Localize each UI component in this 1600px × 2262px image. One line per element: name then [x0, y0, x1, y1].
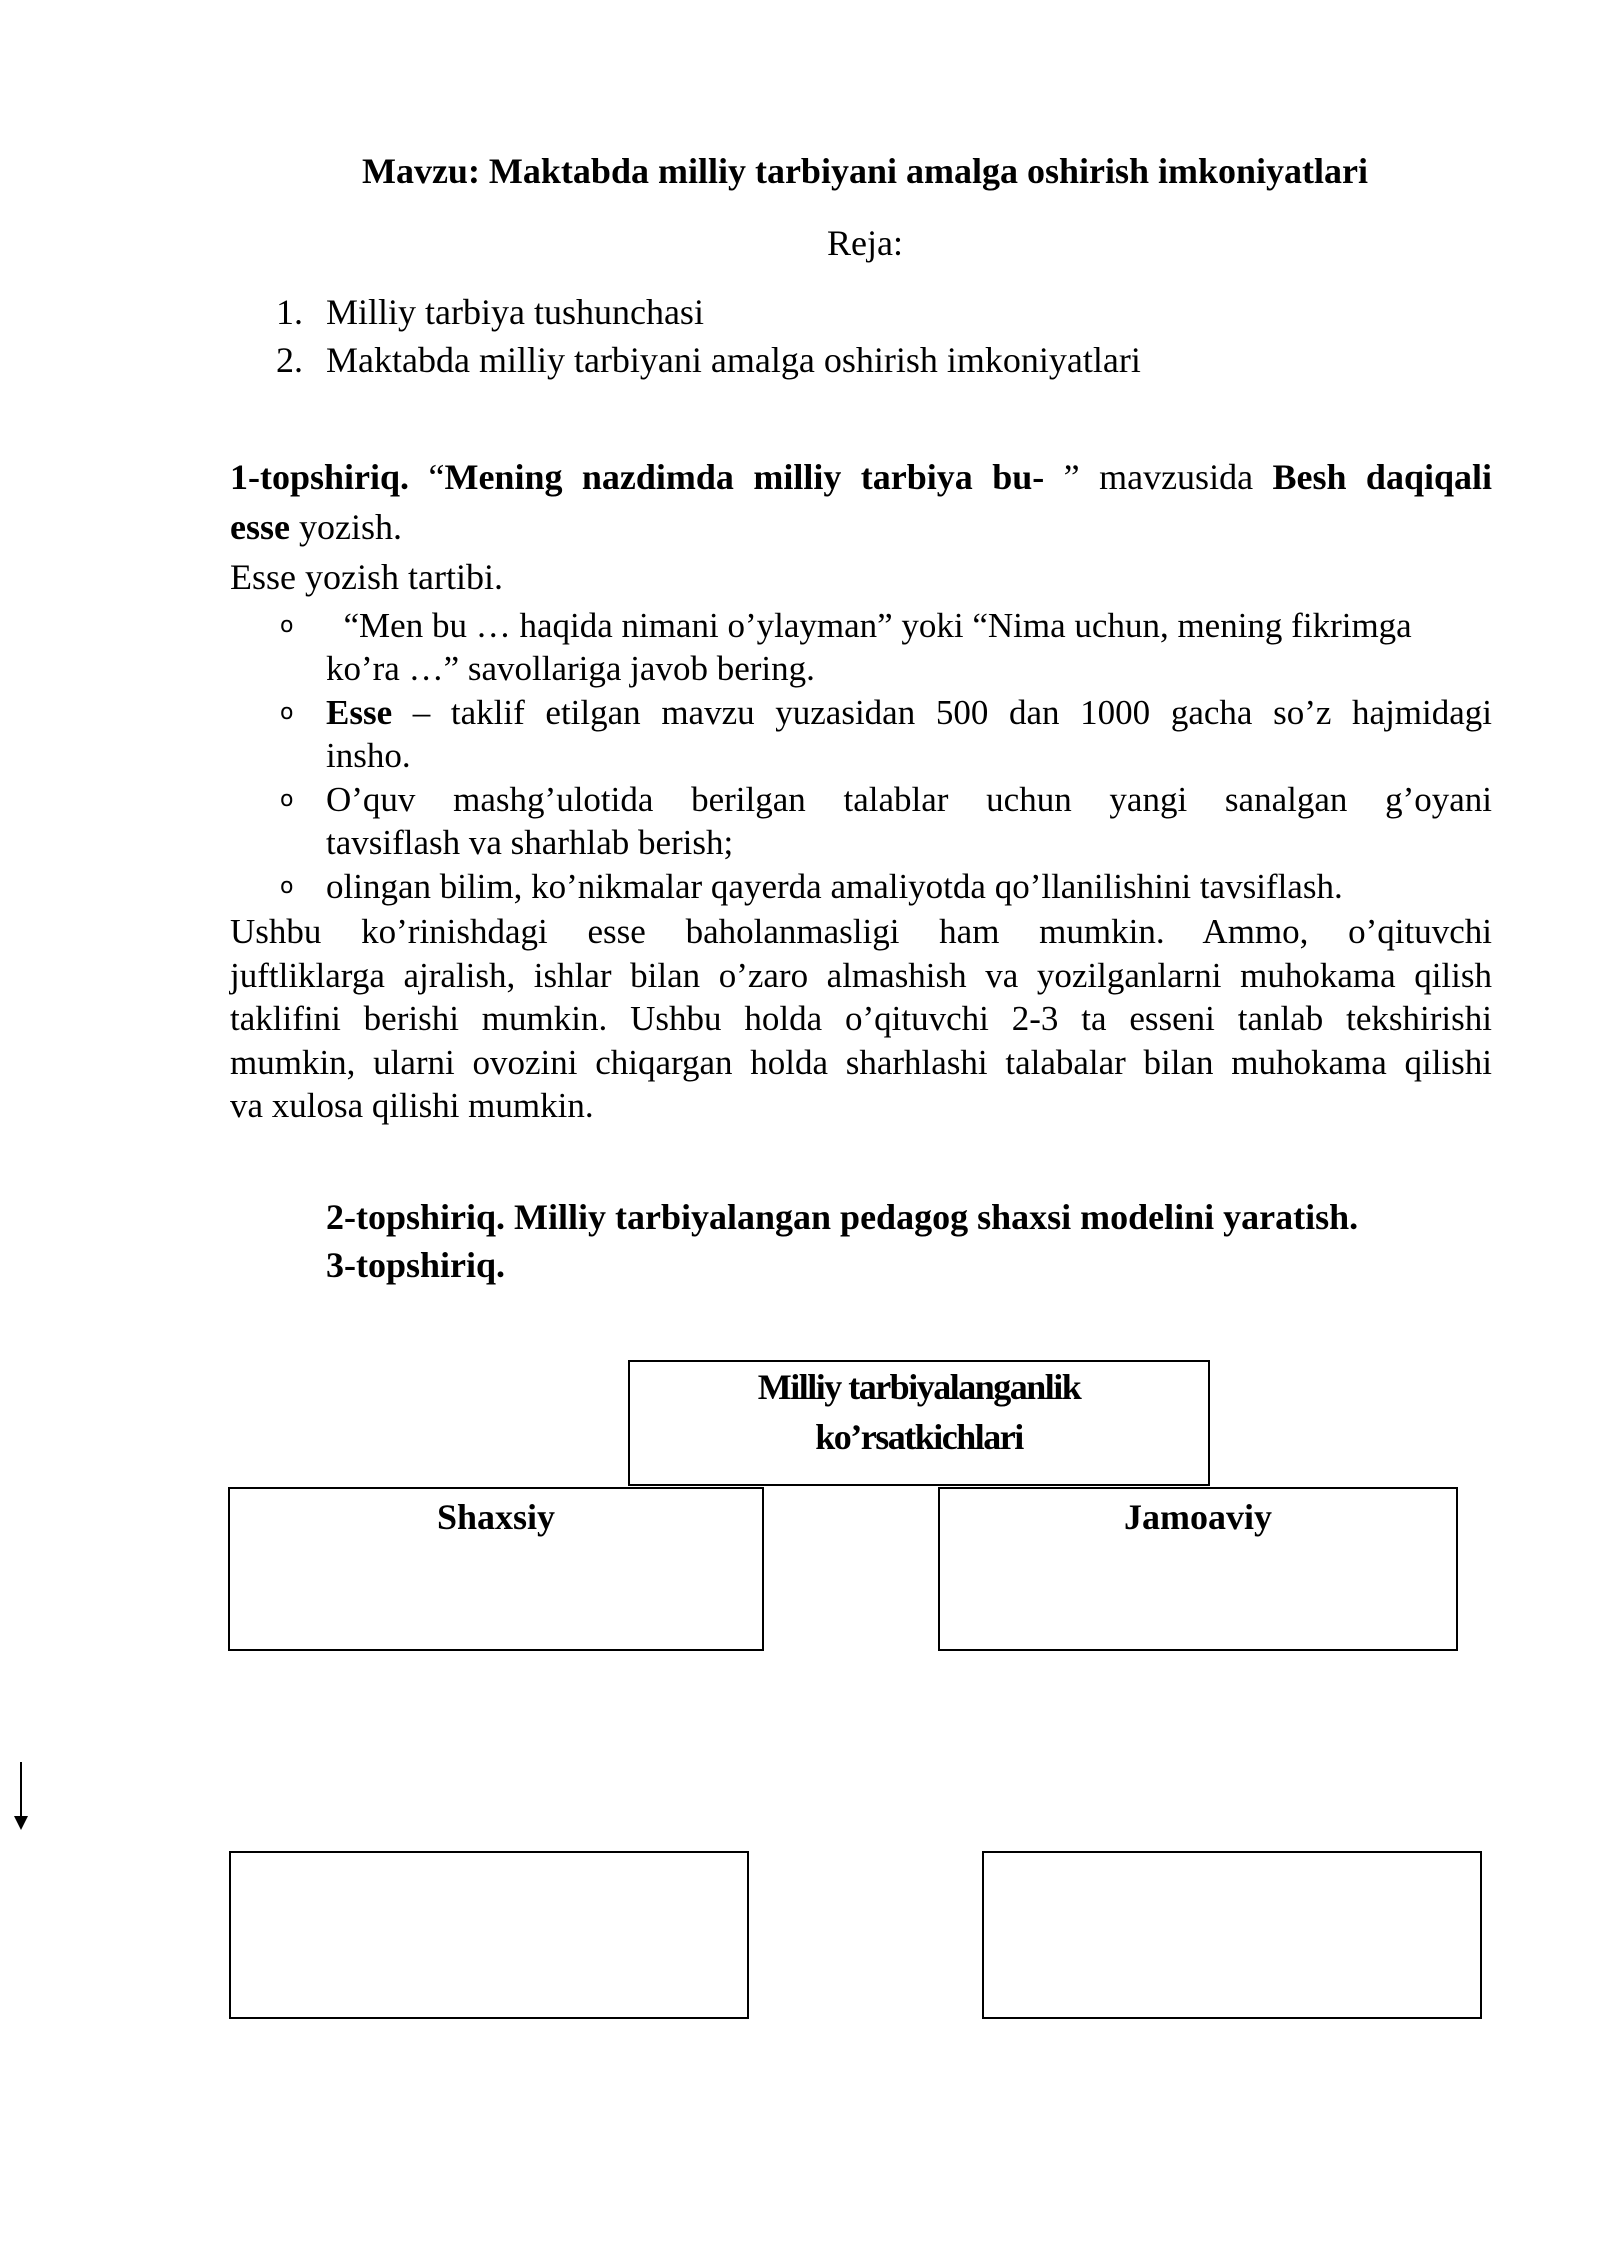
plan-item-text: Maktabda milliy tarbiyani amalga oshirish imkoniyatlari — [326, 340, 1141, 380]
list-item-line: insho. — [326, 736, 411, 775]
down-arrow-icon — [0, 1760, 40, 1840]
empty-box-right — [982, 1851, 1482, 2019]
plan-item-text: Milliy tarbiya tushunchasi — [326, 292, 704, 332]
task1-line — [230, 502, 1492, 552]
indicators-title — [630, 1362, 1208, 1462]
collective-label: Jamoaviy — [1124, 1497, 1272, 1537]
task1-highlight: Besh daqiqali — [1272, 457, 1493, 497]
task3-heading: 3-topshiriq. — [326, 1245, 506, 1285]
plan-item-number: 1. — [276, 292, 303, 332]
essay-order-list — [230, 604, 1492, 909]
personal-box — [228, 1487, 764, 1651]
list-item-text: – taklif etilgan mavzu yuzasidan 500 dan 1000 gacha so’z hajmidagi — [392, 693, 1492, 732]
list-item-line: tavsiflash va sharhlab berish; — [326, 823, 734, 862]
personal-label: Shaxsiy — [436, 1497, 556, 1537]
list-item-line: ko’ra …” savollariga javob bering. — [326, 649, 815, 688]
bullet-mark: o — [280, 700, 294, 725]
task1-paragraph — [230, 452, 1492, 552]
quote-close: ” — [1044, 457, 1080, 497]
list-item — [230, 778, 1492, 864]
plan-heading: Reja: — [827, 223, 903, 263]
bullet-mark: o — [280, 787, 294, 812]
task1-highlight: esse — [230, 507, 290, 547]
plan-list — [276, 288, 1141, 384]
paragraph-line: va xulosa qilishi mumkin. — [230, 1086, 594, 1125]
empty-box-left — [229, 1851, 749, 2019]
quote-open: “ — [428, 457, 445, 497]
essay-order-title: Esse yozish tartibi. — [230, 557, 503, 597]
indicators-title-line: Milliy tarbiyalanganlik — [757, 1367, 1081, 1407]
list-item — [230, 691, 1492, 777]
list-item — [230, 865, 1492, 908]
essay-note-paragraph — [230, 910, 1492, 1128]
task1-topic: Mening nazdimda milliy tarbiya bu- — [444, 457, 1045, 497]
esse-term: Esse — [326, 693, 393, 732]
list-item-line: “Men bu … haqida nimani o’ylayman” yoki “Nima uchun, mening fikrimga — [326, 606, 1412, 645]
task1-line — [230, 452, 1492, 502]
list-item — [230, 604, 1492, 690]
list-item-line: O’quv mashg’ulotida berilgan talablar uchun yangi sanalgan g’oyani — [326, 780, 1492, 819]
bullet-mark: o — [280, 874, 294, 899]
plan-item-number: 2. — [276, 340, 303, 380]
indicators-box — [628, 1360, 1210, 1486]
document-title: Mavzu: Maktabda milliy tarbiyani amalga oshirish imkoniyatlari — [361, 151, 1369, 191]
task2-heading: 2-topshiriq. Milliy tarbiyalangan pedagog shaxsi modelini yaratish. — [326, 1197, 1359, 1237]
indicators-title-line: ko’rsatkichlari — [815, 1417, 1023, 1457]
paragraph-line: mumkin, ularni ovozini chiqargan holda sharhlashi talabalar bilan muhokama qilishi — [230, 1042, 1492, 1082]
plan-item — [276, 336, 1141, 384]
list-item-line: olingan bilim, ko’nikmalar qayerda amaliyotda qo’llanilishini tavsiflash. — [326, 867, 1343, 906]
paragraph-line: Ushbu ko’rinishdagi esse baholanmasligi ham mumkin. Ammo, o’qituvchi — [230, 912, 1492, 951]
bullet-mark: o — [280, 613, 294, 638]
task1-mid: mavzusida — [1079, 457, 1273, 497]
task1-end: yozish. — [289, 507, 402, 547]
collective-box — [938, 1487, 1458, 1651]
plan-item — [276, 288, 1141, 336]
paragraph-line: taklifini berishi mumkin. Ushbu holda o’qituvchi 2-3 ta esseni tanlab tekshirishi — [230, 999, 1492, 1038]
task1-label: 1-topshiriq. — [230, 457, 410, 497]
paragraph-line: juftliklarga ajralish, ishlar bilan o’zaro almashish va yozilganlarni muhokama qilish — [230, 955, 1492, 995]
list-item-line — [326, 691, 1492, 734]
tasks-block — [326, 1193, 1358, 1289]
